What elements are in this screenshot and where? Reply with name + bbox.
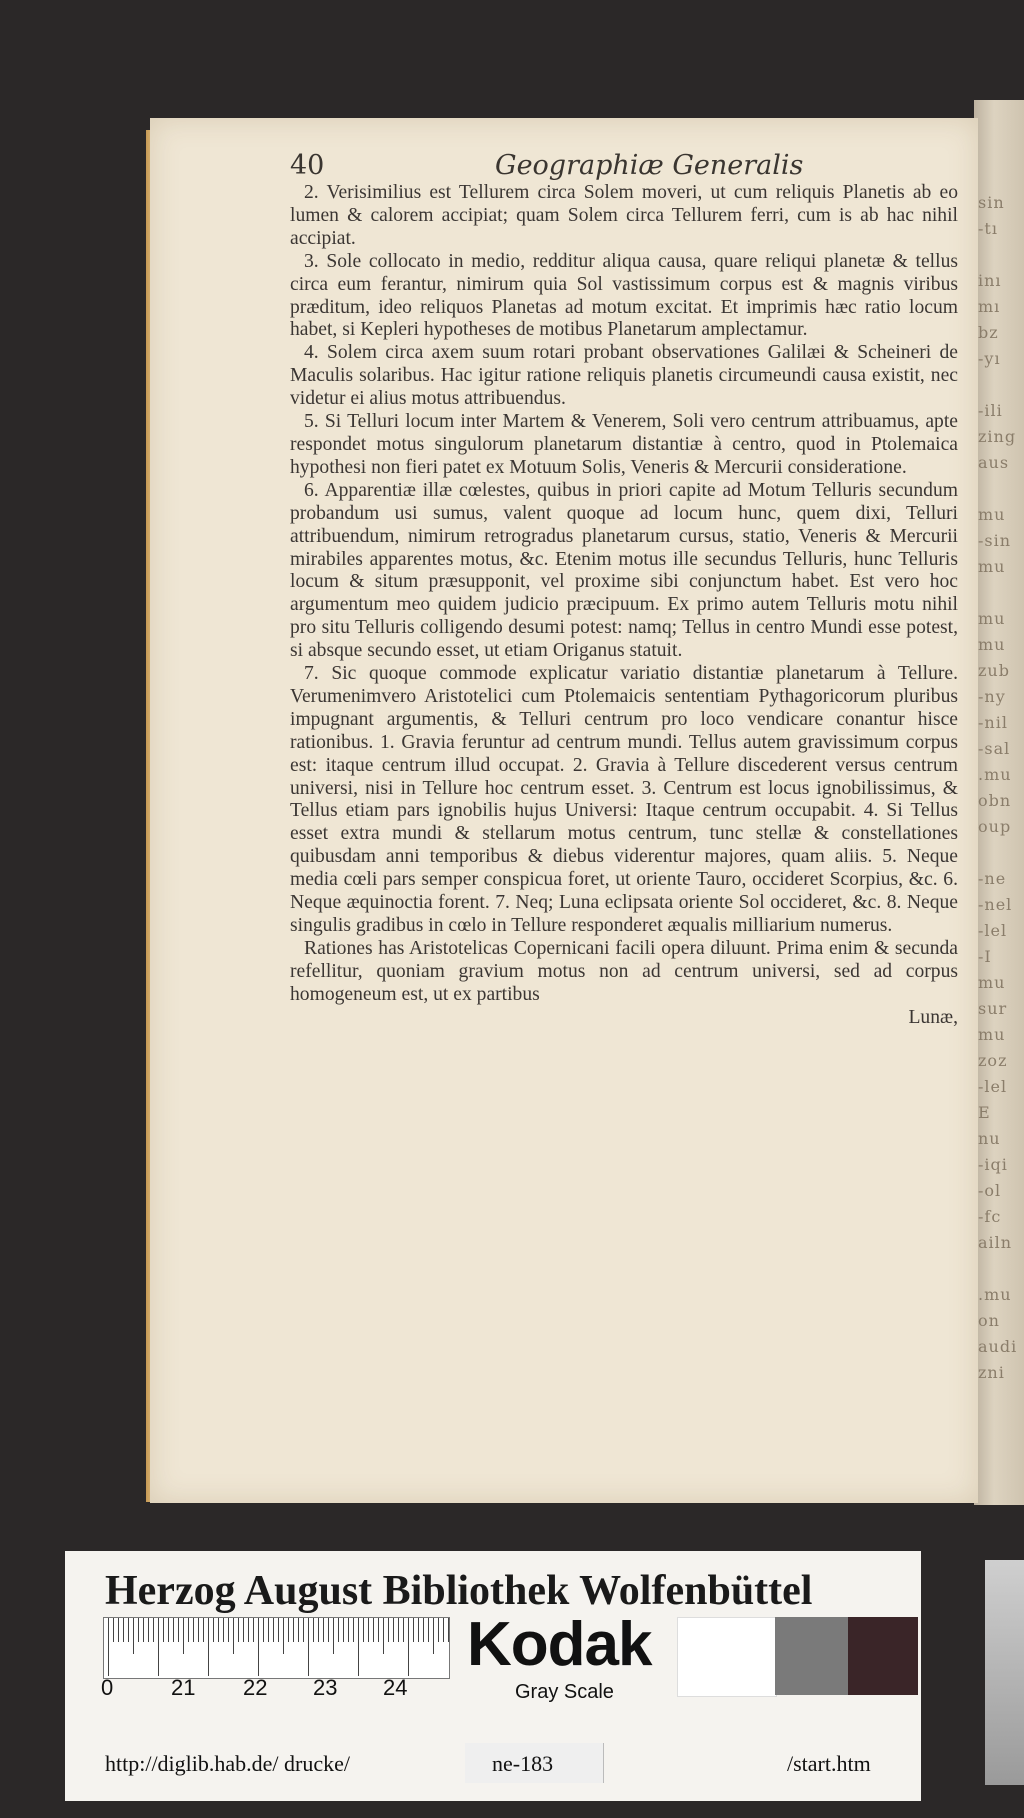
adjacent-fragment: -ili bbox=[978, 401, 1003, 420]
paragraph-2: 2. Verisimilius est Tellurem circa Solem moveri, ut cum reliquis Planetis ab eo lumen & calorem accipiat; quam Solem circa Tellurem ferri, cum is ab hac nihil accipiat. bbox=[290, 182, 958, 249]
adjacent-fragment bbox=[978, 840, 1022, 866]
adjacent-fragment: mu bbox=[978, 557, 1006, 576]
adjacent-fragment: .mu bbox=[978, 765, 1012, 784]
adjacent-fragment: -iqi bbox=[978, 1155, 1008, 1174]
ruler-tick bbox=[148, 1618, 149, 1642]
adjacent-fragment: -ne bbox=[978, 869, 1007, 888]
adjacent-fragment: sur bbox=[978, 999, 1008, 1018]
ruler-tick bbox=[413, 1618, 414, 1642]
ruler-tick bbox=[163, 1618, 164, 1642]
adjacent-fragment: -yı bbox=[978, 349, 1001, 368]
ruler-tick bbox=[418, 1618, 419, 1642]
adjacent-fragment: mu bbox=[978, 973, 1006, 992]
ruler-tick bbox=[323, 1618, 324, 1642]
adjacent-fragment: -lel bbox=[978, 921, 1008, 940]
ruler-tick bbox=[253, 1618, 254, 1642]
ruler-tick bbox=[433, 1618, 434, 1654]
adjacent-fragment: -sin bbox=[978, 531, 1012, 550]
adjacent-page-text bbox=[978, 190, 1022, 1386]
ruler-tick bbox=[313, 1618, 314, 1642]
gray-swatch-mid bbox=[775, 1617, 848, 1695]
ruler-tick bbox=[328, 1618, 329, 1642]
adjacent-card-edge bbox=[985, 1560, 1024, 1785]
adjacent-fragment bbox=[978, 242, 1022, 268]
ruler-tick bbox=[273, 1618, 274, 1642]
ruler-tick bbox=[113, 1618, 114, 1642]
ruler-tick bbox=[333, 1618, 334, 1654]
paragraph-5: 5. Si Telluri locum inter Martem & Venerem, Soli vero centrum attribuamus, apte respondet motus singulorum planetarum distantiæ à centro, quod in Ptolemaica hypothesi non fieri patet ex Motuum Solis, Veneris & Mercurii consideratione. bbox=[290, 411, 958, 478]
ruler-tick bbox=[248, 1618, 249, 1642]
adjacent-fragment: mu bbox=[978, 609, 1006, 628]
adjacent-fragment: -sal bbox=[978, 739, 1011, 758]
ruler-label: 0 bbox=[101, 1675, 114, 1700]
adjacent-fragment: -nil bbox=[978, 713, 1008, 732]
adjacent-fragment: oup bbox=[978, 817, 1012, 836]
ruler-tick bbox=[383, 1618, 384, 1654]
adjacent-fragment: nu bbox=[978, 1129, 1001, 1148]
ruler-tick bbox=[183, 1618, 184, 1654]
ruler-tick bbox=[208, 1618, 209, 1676]
ruler-tick bbox=[228, 1618, 229, 1642]
running-title: Geographiæ Generalis bbox=[495, 150, 804, 181]
gray-swatch-dark bbox=[848, 1617, 918, 1695]
paragraph-7: 7. Sic quoque commode explicatur variatio distantiæ planetarum à Tellure. Verumenimvero Aristotelici cum Ptolemaicis sententiam Pythagoricorum pluribus impugnant argumentis, & Telluri centrum pro loco vendicare conantur hisce rationibus. 1. Gravia feruntur ad centrum mundi. Tellus autem gravissimum corpus est: itaque centrum illud occupat. 2. Gravia à Tellure discederent versus centrum universi, nisi in Tellure hoc centrum esset. 3. Centrum est locus ignobilissimus, & Tellus etiam pars ignobilis hujus Universi: Itaque centrum occupabit. 4. Si Tellus esset extra mundi & stellarum motus centrum, tunc stellæ & constellationes quibusdam anni temporibus & diebus viderentur majores, quam aliis. 5. Neque media cœli pars semper conspicua foret, ut oriente Tauro, occideret Scorpius, &c. 6. Neque æquinoctia forent. 7. Neq; Luna eclipsata oriente Sol occideret, &c. 8. Neque singulis gradibus in cœlo in Tellure responderet æqualis milliarium numerus. bbox=[290, 663, 958, 936]
ruler-tick bbox=[138, 1618, 139, 1642]
adjacent-fragment: -ny bbox=[978, 687, 1006, 706]
body-text bbox=[290, 182, 958, 1030]
ruler-tick bbox=[218, 1618, 219, 1642]
kodak-logo: Kodak bbox=[467, 1610, 652, 1679]
gray-swatch-white bbox=[677, 1617, 777, 1697]
ruler-tick bbox=[368, 1618, 369, 1642]
ruler-tick bbox=[303, 1618, 304, 1642]
paragraph-rationes: Rationes has Aristotelicas Copernicani facili opera diluunt. Prima enim & secunda refellitur, quoniam gravium motus non ad centrum universi, sed ad corpus homogeneum est, ut ex partibus bbox=[290, 937, 958, 1005]
ruler-tick bbox=[173, 1618, 174, 1642]
adjacent-fragment: mu bbox=[978, 1025, 1006, 1044]
ruler-tick bbox=[408, 1618, 409, 1676]
ruler-tick bbox=[243, 1618, 244, 1642]
ruler-tick bbox=[348, 1618, 349, 1642]
adjacent-fragment: E bbox=[978, 1103, 991, 1122]
ruler-tick bbox=[353, 1618, 354, 1642]
ruler-tick bbox=[263, 1618, 264, 1642]
paragraph-6: 6. Apparentiæ illæ cœlestes, quibus in priori capite ad Motum Telluris secundum probandum usi sumus, valent quoque ad locum hunc, quem dixi, Telluri attribuendum, nimirum retrogradus planetarum cursus, statio, Veneris & Mercurii mirabiles apparentes motus, &c. Etenim motus ille secundus Telluris, hunc Telluris locum & situm præsupponit, vel proxime sibi conjunctum habet. Est vero hoc argumentum meo quidem judicio præcipuum. Ex primo autem Telluris motu nihil pro situ Telluris colligendo desumi potest: namq; Tellus in centro Mundi esse potest, si absque secundo esset, ut etiam Origanus statuit. bbox=[290, 479, 958, 662]
ruler-tick bbox=[268, 1618, 269, 1642]
ruler-tick bbox=[338, 1618, 339, 1642]
adjacent-fragment bbox=[978, 372, 1022, 398]
ruler-tick bbox=[168, 1618, 169, 1642]
ruler-tick bbox=[443, 1618, 444, 1642]
ruler-tick bbox=[203, 1618, 204, 1642]
ruler-tick bbox=[373, 1618, 374, 1642]
ruler-label: 23 bbox=[313, 1675, 338, 1700]
ruler-tick bbox=[423, 1618, 424, 1642]
adjacent-fragment: bz bbox=[978, 323, 999, 342]
ruler-tick bbox=[298, 1618, 299, 1642]
adjacent-fragment: zni bbox=[978, 1363, 1005, 1382]
adjacent-fragment: -tı bbox=[978, 219, 998, 238]
ruler-labels bbox=[101, 1675, 461, 1705]
ruler-tick bbox=[428, 1618, 429, 1642]
ruler-label: 22 bbox=[243, 1675, 268, 1700]
ruler-tick bbox=[158, 1618, 159, 1676]
gray-scale-label: Gray Scale bbox=[515, 1681, 614, 1703]
ruler-tick bbox=[223, 1618, 224, 1642]
ruler-tick bbox=[123, 1618, 124, 1642]
ruler-tick bbox=[308, 1618, 309, 1676]
ruler-tick bbox=[198, 1618, 199, 1642]
ruler-tick bbox=[398, 1618, 399, 1642]
adjacent-fragment bbox=[978, 580, 1022, 606]
adjacent-fragment: on bbox=[978, 1311, 1000, 1330]
ruler-tick bbox=[288, 1618, 289, 1642]
ruler-tick bbox=[233, 1618, 234, 1654]
page-number: 40 bbox=[290, 150, 325, 181]
adjacent-fragment: zub bbox=[978, 661, 1010, 680]
ruler-tick bbox=[133, 1618, 134, 1654]
adjacent-fragment: sin bbox=[978, 193, 1005, 212]
catchword: Lunæ, bbox=[908, 1006, 958, 1028]
ruler-tick bbox=[283, 1618, 284, 1654]
measurement-ruler bbox=[103, 1617, 450, 1679]
adjacent-fragment: -fc bbox=[978, 1207, 1002, 1226]
color-target-card bbox=[65, 1551, 921, 1801]
ruler-tick bbox=[278, 1618, 279, 1642]
adjacent-fragment bbox=[978, 1256, 1022, 1282]
ruler-tick bbox=[378, 1618, 379, 1642]
ruler-tick bbox=[388, 1618, 389, 1642]
ruler-tick bbox=[238, 1618, 239, 1642]
library-name: Herzog August Bibliothek Wolfenbüttel bbox=[105, 1568, 813, 1614]
adjacent-fragment: .mu bbox=[978, 1285, 1012, 1304]
ruler-tick bbox=[318, 1618, 319, 1642]
url-id[interactable]: ne-183 bbox=[492, 1751, 554, 1776]
paragraph-4: 4. Solem circa axem suum rotari probant observationes Galilæi & Scheineri de Maculis solaribus. Hac igitur ratione reliquis planetis circumeundi causa existit, nec videtur ei alius motus attribuendus. bbox=[290, 342, 958, 410]
ruler-tick bbox=[448, 1618, 449, 1642]
ruler-tick bbox=[293, 1618, 294, 1642]
ruler-tick bbox=[438, 1618, 439, 1642]
ruler-label: 24 bbox=[383, 1675, 408, 1700]
adjacent-fragment: zoz bbox=[978, 1051, 1008, 1070]
adjacent-fragment: ailn bbox=[978, 1233, 1013, 1252]
adjacent-fragment: mu bbox=[978, 505, 1006, 524]
adjacent-fragment: -ol bbox=[978, 1181, 1002, 1200]
ruler-tick bbox=[363, 1618, 364, 1642]
adjacent-fragment: zing bbox=[978, 427, 1017, 446]
adjacent-fragment: -I bbox=[978, 947, 992, 966]
ruler-tick bbox=[178, 1618, 179, 1642]
adjacent-fragment: obn bbox=[978, 791, 1012, 810]
adjacent-fragment bbox=[978, 476, 1022, 502]
ruler-tick bbox=[213, 1618, 214, 1642]
ruler-tick bbox=[393, 1618, 394, 1642]
ruler-tick bbox=[258, 1618, 259, 1676]
ruler-tick bbox=[143, 1618, 144, 1642]
paragraph-3: 3. Sole collocato in medio, redditur aliqua causa, quare reliqui planetæ & tellus circa eum ferantur, nimirum quia Sol vastissimum corpus est & magnis viribus præditum, ideo reliquos Planetas ad motum excitat. Et imprimis hæc ratio locum habet, si Kepleri hypotheses de motibus Planetarum amplectamur. bbox=[290, 250, 958, 341]
adjacent-fragment: -lel bbox=[978, 1077, 1008, 1096]
adjacent-fragment: inı bbox=[978, 271, 1002, 290]
ruler-tick bbox=[193, 1618, 194, 1642]
url-suffix[interactable]: /start.htm bbox=[787, 1751, 871, 1776]
adjacent-fragment: audi bbox=[978, 1337, 1018, 1356]
ruler-tick bbox=[403, 1618, 404, 1642]
adjacent-fragment: mu bbox=[978, 635, 1006, 654]
url-base[interactable]: http://diglib.hab.de/ drucke/ bbox=[105, 1751, 351, 1776]
adjacent-fragment: mı bbox=[978, 297, 1001, 316]
ruler-tick bbox=[358, 1618, 359, 1676]
ruler-tick bbox=[153, 1618, 154, 1642]
ruler-tick bbox=[108, 1618, 109, 1676]
adjacent-fragment: aus bbox=[978, 453, 1010, 472]
ruler-label: 21 bbox=[171, 1675, 196, 1700]
ruler-tick bbox=[118, 1618, 119, 1642]
ruler-tick bbox=[343, 1618, 344, 1642]
ruler-tick bbox=[188, 1618, 189, 1642]
adjacent-fragment: -nel bbox=[978, 895, 1013, 914]
ruler-tick bbox=[128, 1618, 129, 1642]
